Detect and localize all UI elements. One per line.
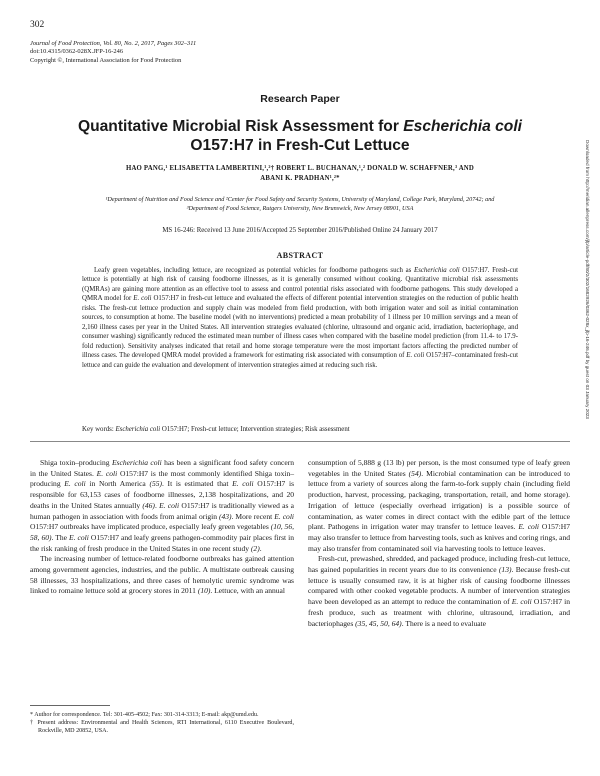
title-italic-species: Escherichia coli (403, 118, 522, 135)
abstract-text: Leafy green vegetables, including lettuce, are recognized as potential vehicles for foodborne pathogens such as Escherichia coli O157:H7. Fresh-cut lettuce is potentially at high risk of causing foodborne illnesses, as it is generally consumed without cooking. Quantitative microbial risk assessments (QMRAs) are gaining more attention as an effective tool to assess and control potential risks associated with foodborne pathogens. This study developed a QMRA model for E. coli O157:H7 in fresh-cut lettuce and evaluated the effects of different potential intervention strategies on the reduction of public health risks. The fresh-cut lettuce production and supply chain was modeled from field production, with both irrigation water and soil as initial contamination sources, to consumption at home. The baseline model (with no interventions) predicted a mean probability of 1 illness per 10 million servings and a mean of 2,160 illness cases per year in the United States. All intervention strategies evaluated (chlorine, ultrasound and organic acid, irradiation, bacteriophage, and consumer washing) significantly reduced the estimated mean number of illness cases when compared with the baseline model prediction (from 11.4- to 17.9-fold reduction). Sensitivity analyses indicated that retail and home storage temperature were the most important factors affecting the predicted number of illness cases. The developed QMRA model provided a framework for estimating risk associated with consumption of E. coli O157:H7–contaminated fresh-cut lettuce and can guide the evaluation and development of intervention strategies aimed at reducing such risk. (82, 267, 518, 369)
citation-link[interactable]: (10, 56, 58, 60) (30, 522, 294, 542)
citation-link[interactable]: (2) (250, 543, 260, 553)
journal-copyright: Copyright ©, International Association for Food Protection (30, 56, 182, 64)
page-number: 302 (30, 20, 45, 30)
paragraph: consumption of 5,888 g (13 lb) per person, is the most consumed type of leafy green vegetables in the United States (54). Microbial contamination can be introduced to lettuce from a variety of sources along the farm-to-fork supply chain (including field production, harvest, processing, packaging, transportation, retail, and home storage). Irrigation of lettuce (especially overhead irrigation) is a possible source of contamination, as water comes in direct contact with the edible part of the lettuce plant. Pathogens in irrigation water may transfer to lettuce leaves. E. coli O157:H7 may also transfer to lettuce from harvesting tools, such as knives and coring rings, and may also transfer from contaminated soil via harvesting tools to lettuce leaves. (308, 458, 570, 553)
footnote-divider (30, 705, 110, 706)
affiliations: ¹Department of Nutrition and Food Science and ²Center for Food Safety and Security Systems, University of Maryland, College Park, Maryland, 20742; and ³Department of Food Science, Rutgers University, New Brunswick, New Jersey 08901, USA (105, 196, 495, 212)
journal-header (30, 40, 196, 65)
author-list: HAO PANG,¹ ELISABETTA LAMBERTINI,¹,²† ROBERT L. BUCHANAN,¹,² DONALD W. SCHAFFNER,³ AND ABANI K. PRADHAN¹,²* (125, 165, 475, 183)
body-column-right (308, 458, 570, 629)
citation-link[interactable]: (10) (197, 586, 211, 596)
manuscript-info: MS 16-246: Received 13 June 2016/Accepted 25 September 2016/Published Online 24 January 2017 (162, 227, 438, 234)
body-column-left (30, 458, 294, 597)
paper-title: Quantitative Microbial Risk Assessment for Escherichia coli O157:H7 in Fresh-Cut Lettuce (77, 118, 522, 154)
download-watermark: Downloaded from http://meridian.allenpress.com/jfp/article-pdf/80/2/302/1682926/0362-028x_jfp-16-246.pdf by guest on 03 January 2023 (585, 140, 590, 419)
paragraph: Fresh-cut, prewashed, shredded, and packaged produce, including fresh-cut lettuce, has gained popularities in recent years due to its convenience (13). Because fresh-cut lettuce is usually consumed raw, it is at higher risk of causing foodborne illnesses compared with other cooked vegetable products. A number of intervention strategies have been developed as an attempt to reduce the contamination of E. coli O157:H7 in fresh produce, such as treatment with chlorine, ultrasound, irradiation, and bacteriophages (35, 45, 50, 64). There is a need to evaluate (308, 554, 571, 628)
journal-doi[interactable]: doi:10.4315/0362-028X.JFP-16-246 (30, 48, 124, 56)
article-type: Research Paper (260, 93, 340, 105)
keywords: Key words: Escherichia coli O157:H7; Fresh-cut lettuce; Intervention strategies; Risk assessment (82, 426, 350, 433)
citation-link[interactable]: (55) (149, 479, 163, 489)
footnotes (30, 711, 294, 735)
section-divider (30, 441, 570, 442)
citation-link[interactable]: (35, 45, 50, 64) (355, 618, 402, 628)
citation-link[interactable]: (46) (142, 500, 155, 510)
citation-link[interactable]: (13) (498, 565, 512, 575)
footnote-correspondence: * Author for correspondence. Tel: 301-405-4502; Fax: 301-314-3313; E-mail: akp@umd.edu. (30, 712, 259, 718)
paragraph: The increasing number of lettuce-related foodborne outbreaks has gained attention among government agencies, industries, and the public. A multistate outbreak causing 58 illnesses, 33 hospitalizations, and three cases of hemolytic uremic syndrome was linked to romaine lettuce sold at grocery stores in 2011 (10). Lettuce, with an annual (30, 554, 294, 596)
abstract-heading: ABSTRACT (276, 251, 324, 260)
paragraph: Shiga toxin–producing Escherichia coli has been a significant food safety concern in the United States. E. coli O157:H7 is the most commonly identified Shiga toxin–producing E. coli in North America (55). It is estimated that E. coli O157:H7 is responsible for 63,153 cases of foodborne illnesses, 2,138 hospitalizations, and 20 deaths in the United States annually (46). E. coli O157:H7 is traditionally viewed as a human pathogen in association with foods from animal origin (43). More recent E. coli O157:H7 outbreaks have implicated produce, especially leafy green vegetables (10, 56, 58, 60). The E. coli O157:H7 and leafy greens pathogen-commodity pair places first in the risk ranking of fresh produce in the United States in one recent study (2). (30, 458, 295, 553)
citation-link[interactable]: (43) (218, 511, 232, 521)
journal-citation: Journal of Food Protection, Vol. 80, No. 2, 2017, Pages 302–311 (30, 40, 197, 47)
footnote-present-address: † Present address: Environmental and Health Sciences, RTI International, 6110 Executive Boulevard, Rockville, MD 20852, USA. (30, 720, 294, 735)
citation-link[interactable]: (54) (408, 468, 422, 478)
